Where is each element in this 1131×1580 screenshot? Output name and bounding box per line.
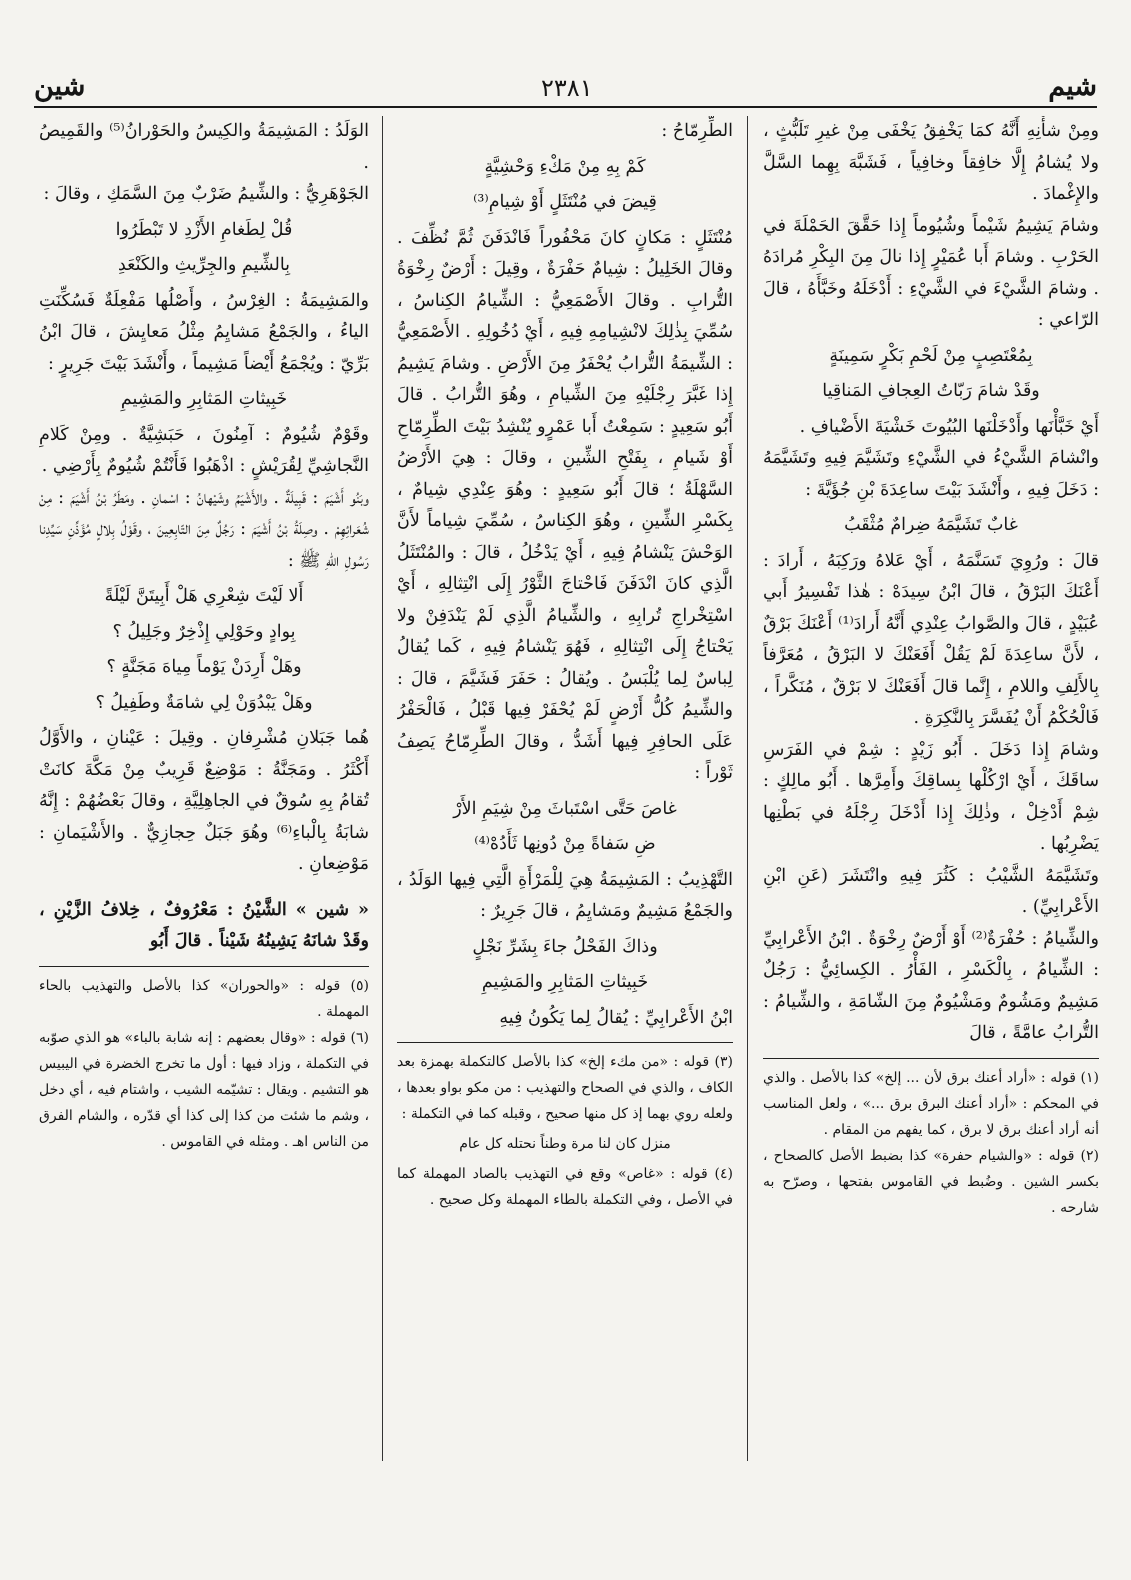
verse-line: بِالشِّيمِ والجِرِّيثِ والكَنْعَدِ [117, 255, 291, 275]
verse-line: وهَلْ أَرِدَنْ يَوْماً مِياهَ مَجَنَّةٍ ؟ [106, 657, 302, 677]
text-column-3 [39, 116, 369, 1462]
paragraph: الطِّرِمّاحُ : [661, 121, 733, 141]
entry-gap [39, 881, 369, 895]
paragraph: والشِّيامُ : حُفْرَةٌ⁽²⁾ أَوْ أَرْضٌ رِخْوَةٌ . ابْنُ الأَعْرابِيِّ : الشِّيامُ ، بِالْكَسْرِ ، الفَأْرُ . الكِسائِيُّ : رَجُلٌ مَشِيمٌ ومَشُومٌ ومَشْيُومٌ مِنَ الشّامَةِ ، والشِّيامُ : التُّرابُ عامَّةً ، قالَ [763, 928, 1099, 1043]
page-number: ٢٣٨١ [541, 74, 593, 102]
verse-line: كَمْ بِهِ مِنْ مَكْءِ وَحْشِيَّةٍ [484, 156, 646, 177]
footnote: (١) قوله : «أراد أعنك برق لأن ... إلخ» كذا بالأصل . والذي في المحكم : «أراد أعنك البرق برق ...» ، ولعل المناسب أنه أراد أعنك برق لا برق ، كما يفهم من المقام . [763, 1069, 1099, 1138]
text-column-2 [397, 116, 733, 1462]
verse-line: وهَلْ يَبْدُوَنْ لِي شامَةٌ وطَفِيلُ ؟ [95, 692, 313, 713]
footnote-separator [39, 966, 369, 967]
column-divider [382, 116, 384, 1461]
verse-line: وذاكَ الفَحْلُ جاءَ بِشَرِّ نَجْلٍ [472, 936, 658, 957]
text-column-1 [763, 116, 1099, 1462]
footnote-separator [763, 1058, 1099, 1059]
paragraph: قالَ : ورُوِيَ تَسَنَّمَهُ ، أَيْ عَلاهُ ورَكِبَهُ ، أَرادَ : أَعْنَكَ البَرْقُ ، قالَ ابْنُ سِيدَهْ : هٰذا تَفْسِيرُ أَبي عُبَيْدٍ ، قالَ والصَّوابُ عِنْدِي أَنَّهُ أَرادَ⁽¹⁾ أَعْنَكَ بَرْقٌ ، لأَنَّ ساعِدَةَ لَمْ يَقُلْ أَفَعَنْكَ لا البَرْقُ ، مُعَرَّفاً بِالأَلِفِ واللامِ ، إِنَّما قالَ أَفَعَنْكَ لا بَرْقٌ ، مُنَكَّراً ، فَالْحُكْمُ أَنْ يُفَسَّرَ بِالنَّكِرَةِ . [763, 550, 1099, 728]
page-header [34, 58, 1097, 108]
paragraph: والمَشِيمَةُ : الغِرْسُ ، وأَصْلُها مَفْعِلَةٌ فَسُكِّنَتِ الياءُ ، والجَمْعُ مَشايِمُ مِثْلُ مَعايِشَ ، قالَ ابْنُ بَرِّيّ : ويُجْمَعُ أَيْضاً مَشِيماً ، وأَنْشَدَ بَيْتَ جَرِيرٍ : [39, 290, 369, 374]
verse-line: خَبِيثاتِ المَثابِرِ والمَشِيمِ [481, 972, 649, 992]
paragraph: مُنْتَثَلٍ : مَكانٍ كانَ مَحْفُوراً فَانْدَفَنَ ثُمَّ نُظِّفَ . وقالَ الخَلِيلُ : شِيامٌ حَفْرَةٌ ، وقِيلَ : أَرْضٌ رِخْوَةُ التُّرابِ . وقالَ الأَصْمَعِيُّ : الشِّيامُ الكِناسُ ، سُمِّيَ بِذٰلِكَ لانْشِيامِهِ فِيهِ ، أَيْ دُخُولِهِ . الأَصْمَعِيُّ : الشِّيمَةُ التُّرابُ يُحْفَرُ مِنَ الأَرْضِ . وشامَ يَشِيمُ إِذا غَبَّرَ رِجْلَيْهِ مِنَ الشِّيامِ ، وهُوَ التُّرابُ . قالَ أَبُو سَعِيدٍ : سَمِعْتُ أَبا عَمْرٍو يُنْشِدُ بَيْتَ الطِّرِمّاحِ أَوْ شَيامِ ، بِفَتْحِ الشِّينِ ، وقالَ : هِيَ الأَرْضُ السَّهْلَةُ ؛ قالَ أَبُو سَعِيدٍ : وهُوَ عِنْدِي شِيامٌ ، بِكَسْرِ الشِّينِ ، وهُوَ الكِناسُ ، سُمِّيَ شِياماً لأَنَّ الوَحْشَ يَنْشامُ فِيهِ ، أَيْ يَدْخُلُ ، قالَ : والمُنْتَثَلُ الَّذِي كانَ انْدَفَنَ فَاحْتاجَ الثَّوْرُ إِلَى انْتِثالِهِ ، أَيْ اسْتِخْراجِ تُرابِهِ ، والشِّيامُ الَّذِي لَمْ يَنْدَفِنْ ولا يَحْتاجُ إِلَى انْتِثالِهِ ، فَهُوَ يَنْشامُ فِيهِ ، كَما يُقالُ لِباسٌ لِما يُلْبَسُ . ويُقالُ : حَفَرَ فَشَيَّمَ ، قالَ : والشِّيمُ كُلُّ أَرْضٍ لَمْ يُحْفَرْ فِيها قَبْلُ ، فَالْحَفْرُ عَلَى الحافِرِ فِيها أَشَدُّ ، وقالَ الطِّرِمّاحُ يَصِفُ ثَوْراً : [397, 227, 733, 783]
verse-line: خَبِيثاتِ المَثابِرِ والمَشِيمِ [120, 389, 288, 409]
verse-line: ضِ سَفاةً مِنْ دُونِها ثَأَدُهْ⁽⁴⁾ [474, 834, 656, 854]
footnote-separator [397, 1042, 733, 1043]
paragraph: التَّهْذِيبُ : المَشِيمَةُ هِيَ لِلْمَرْأَةِ الَّتِي فِيها الوَلَدُ ، والجَمْعُ مَشِيمٌ ومَشايِمُ ، قالَ جَرِيرٌ : [397, 869, 733, 921]
verse-line: غاصَ حَتَّى اسْتَباثَ مِنْ شِيَمِ الأَرْ [453, 798, 677, 819]
footnote: (٣) قوله : «من مكء إلخ» كذا بالأصل كالتكملة بهمزة بعد الكاف ، والذي في الصحاح والتهذيب : من مكو بواو بعدها ، ولعله روي بهما إذ كل منها صحيح ، وقبله كما في التكملة : [397, 1054, 733, 1122]
footnote: (٤) قوله : «غاص» وقع في التهذيب بالصاد المهملة كما في الأصل ، وفي التكملة بالطاء المهملة وكل صحيح . [397, 1166, 733, 1208]
paragraph: ومِنْ شأْنِهِ أَنَّهُ كمَا يَخْفِقُ يَخْفَى مِنْ غيرِ تَلَبُّثٍ ، ولا يُشامُ إِلَّا خافِقاً وخافِياً ، فَشَبَّهَ بِهِما السَّلَّ والإِغْمادَ . [763, 121, 1099, 204]
paragraph: هُما جَبَلانِ مُشْرِفانِ . وقِيلَ : عَيْنانِ ، والأَوَّلُ أَكْثَرُ . ومَجَنَّةُ : مَوْضِعٌ قَرِيبٌ مِنْ مَكَّةَ كانَتْ تُقامُ بِهِ سُوقٌ في الجاهِلِيَّةِ ، وقالَ بَعْضُهُمْ : إِنَّهُ شابَةُ بِالْباءِ⁽⁶⁾ وهُوَ جَبَلٌ حِجازِيٌّ . والأَشْيَمانِ : مَوْضِعانِ . [39, 728, 369, 874]
verse-line: بِوادٍ وحَوْلِي إِذْخِرٌ وجَلِيلُ ؟ [112, 621, 296, 642]
footnote: (٥) قوله : «والحوران» كذا بالأصل والتهذيب بالحاء المهملة . [39, 977, 369, 1020]
verse-line: بِمُعْتَصِبٍ مِنْ لَحْمِ بَكْرٍ سَمِينَةٍ [829, 345, 1033, 366]
verse-line: قُلْ لِطَغامِ الأَزْدِ لا تَبْطَرُوا [115, 219, 293, 240]
header-letter: شين [34, 71, 86, 102]
footnote: (٦) قوله : «وقال بعضهم : إنه شابة بالباء» هو الذي صوّبه في التكملة ، وزاد فيها : أول ما تخرج الخضرة في اليبيس هو التشيم . ويقال : تشيّمه الشيب ، واشتام فيه ، أي دخل ، وشم ما شئت من كذا إلى كذا أي قدّره ، والشام الفرق من الناس اهـ . ومثله في القاموس . [39, 1029, 369, 1150]
header-root-word: شيم [1048, 71, 1097, 102]
verse-line: غابٌ تَشَيَّمَهُ ضِرامٌ مُثْقَبُ [844, 515, 1018, 535]
entry-paragraph: « شين » الشَّيْنُ : مَعْرُوفٌ ، خِلافُ الزَّيْنِ ، وقَدْ شانَهُ يَشِينُهُ شَيْناً . قالَ أَبُو [39, 899, 369, 951]
verse-line: أَلا لَيْتَ شِعْرِي هَلْ أَبِيتَنَّ لَيْلَةً [104, 586, 304, 606]
paragraph: وقَوْمٌ شُيُومٌ : آمِنُونَ ، حَبَشِيَّةٌ . ومِنْ كَلامِ النَّجاشِيِّ لِقُرَيْشٍ : اذْهَبُوا فَأَنْتُمْ شُيُومٌ بِأَرْضِي . [39, 424, 369, 476]
paragraph: وبَنُو أَشْيَمَ : قَبِيلَةٌ . والأَشْيَمُ وشَيْهانُ : اسْمانِ . ومَطَرُ بْنُ أَشْيَمَ : مِنْ شُعَرائِهِمْ . وصِلَةُ بْنُ أَشْيَمَ : رَجُلٌ مِنَ التّابِعِينَ ، وقَوْلُ بِلالٍ مُؤَذِّنِ سَيِّدِنا رَسُولِ اللّٰهِ ﷺ : [39, 487, 369, 571]
verse-line: وقَدْ شامَ رَبّاتُ العِجافِ المَناقِيا [822, 381, 1040, 401]
footnote-verse: منزل كان لنا مرة وطناً نحتله كل عام [459, 1136, 671, 1152]
paragraph: وشامَ إِذا دَخَلَ . أَبُو زَيْدٍ : شِمْ في الفَرَسِ ساقَكَ ، أَيْ ارْكُلْها بِساقِكَ وأَمِرَّها . أَبُو مالِكٍ : شِمْ أَدْخِلْ ، وذٰلِكَ إِذا أَدْخَلَ رِجْلَهُ في بَطْنِها يَضْرِبُها . [763, 739, 1099, 854]
paragraph: وانْشامَ الشَّيْءُ في الشَّيْءِ وتَشَيَّمَ فِيهِ وتَشَيَّمَهُ : دَخَلَ فِيهِ ، وأَنْشَدَ بَيْتَ ساعِدَةَ بْنِ جُؤَيَّةَ : [763, 448, 1099, 500]
verse-line: قِيضَ في مُنْتَثَلٍ أَوْ شِيامِ⁽³⁾ [473, 192, 657, 212]
footnote: (٢) قوله : «والشيام حفرة» كذا بضبط الأصل كالصحاح ، بكسر الشين . وضُبط في القاموس بفتحها ، وصرّح به شارحه . [763, 1147, 1099, 1216]
paragraph: الوَلَدُ : المَشِيمَةُ والكِيسُ والحَوْرانُ⁽⁵⁾ والقَمِيصُ . [39, 121, 369, 173]
paragraph: وشامَ يَشِيمُ شَيْماً وشُيُوماً إِذا حَقَّقَ الحَمْلَةَ في الحَرْبِ . وشامَ أَبا عُمَيْرٍ إِذا نالَ مِنَ البِكْرِ مُرادَهُ . وشامَ الشَّيْءَ في الشَّيْءِ : أَدْخَلَهُ وخَبَّأَهُ ، قالَ الرّاعي : [763, 215, 1099, 330]
paragraph: الجَوْهَرِيُّ : والشِّيمُ ضَرْبٌ مِنَ السَّمَكِ ، وقالَ : [43, 184, 369, 204]
paragraph: ابْنُ الأَعْرابِيِّ : يُقالُ لِما يَكُونُ فِيهِ [499, 1007, 733, 1028]
paragraph: وتَشَيَّمَهُ الشَّيْبُ : كَثُرَ فِيهِ وانْتَشَرَ (عَنِ ابْنِ الأَعْرابِيِّ) . [763, 865, 1099, 917]
paragraph: أَيْ خَبَّأْنَها وأَدْخَلْنَها البُيُوتَ خَشْيَةَ الأَضْيافِ . [799, 416, 1099, 437]
column-divider [747, 116, 749, 1461]
